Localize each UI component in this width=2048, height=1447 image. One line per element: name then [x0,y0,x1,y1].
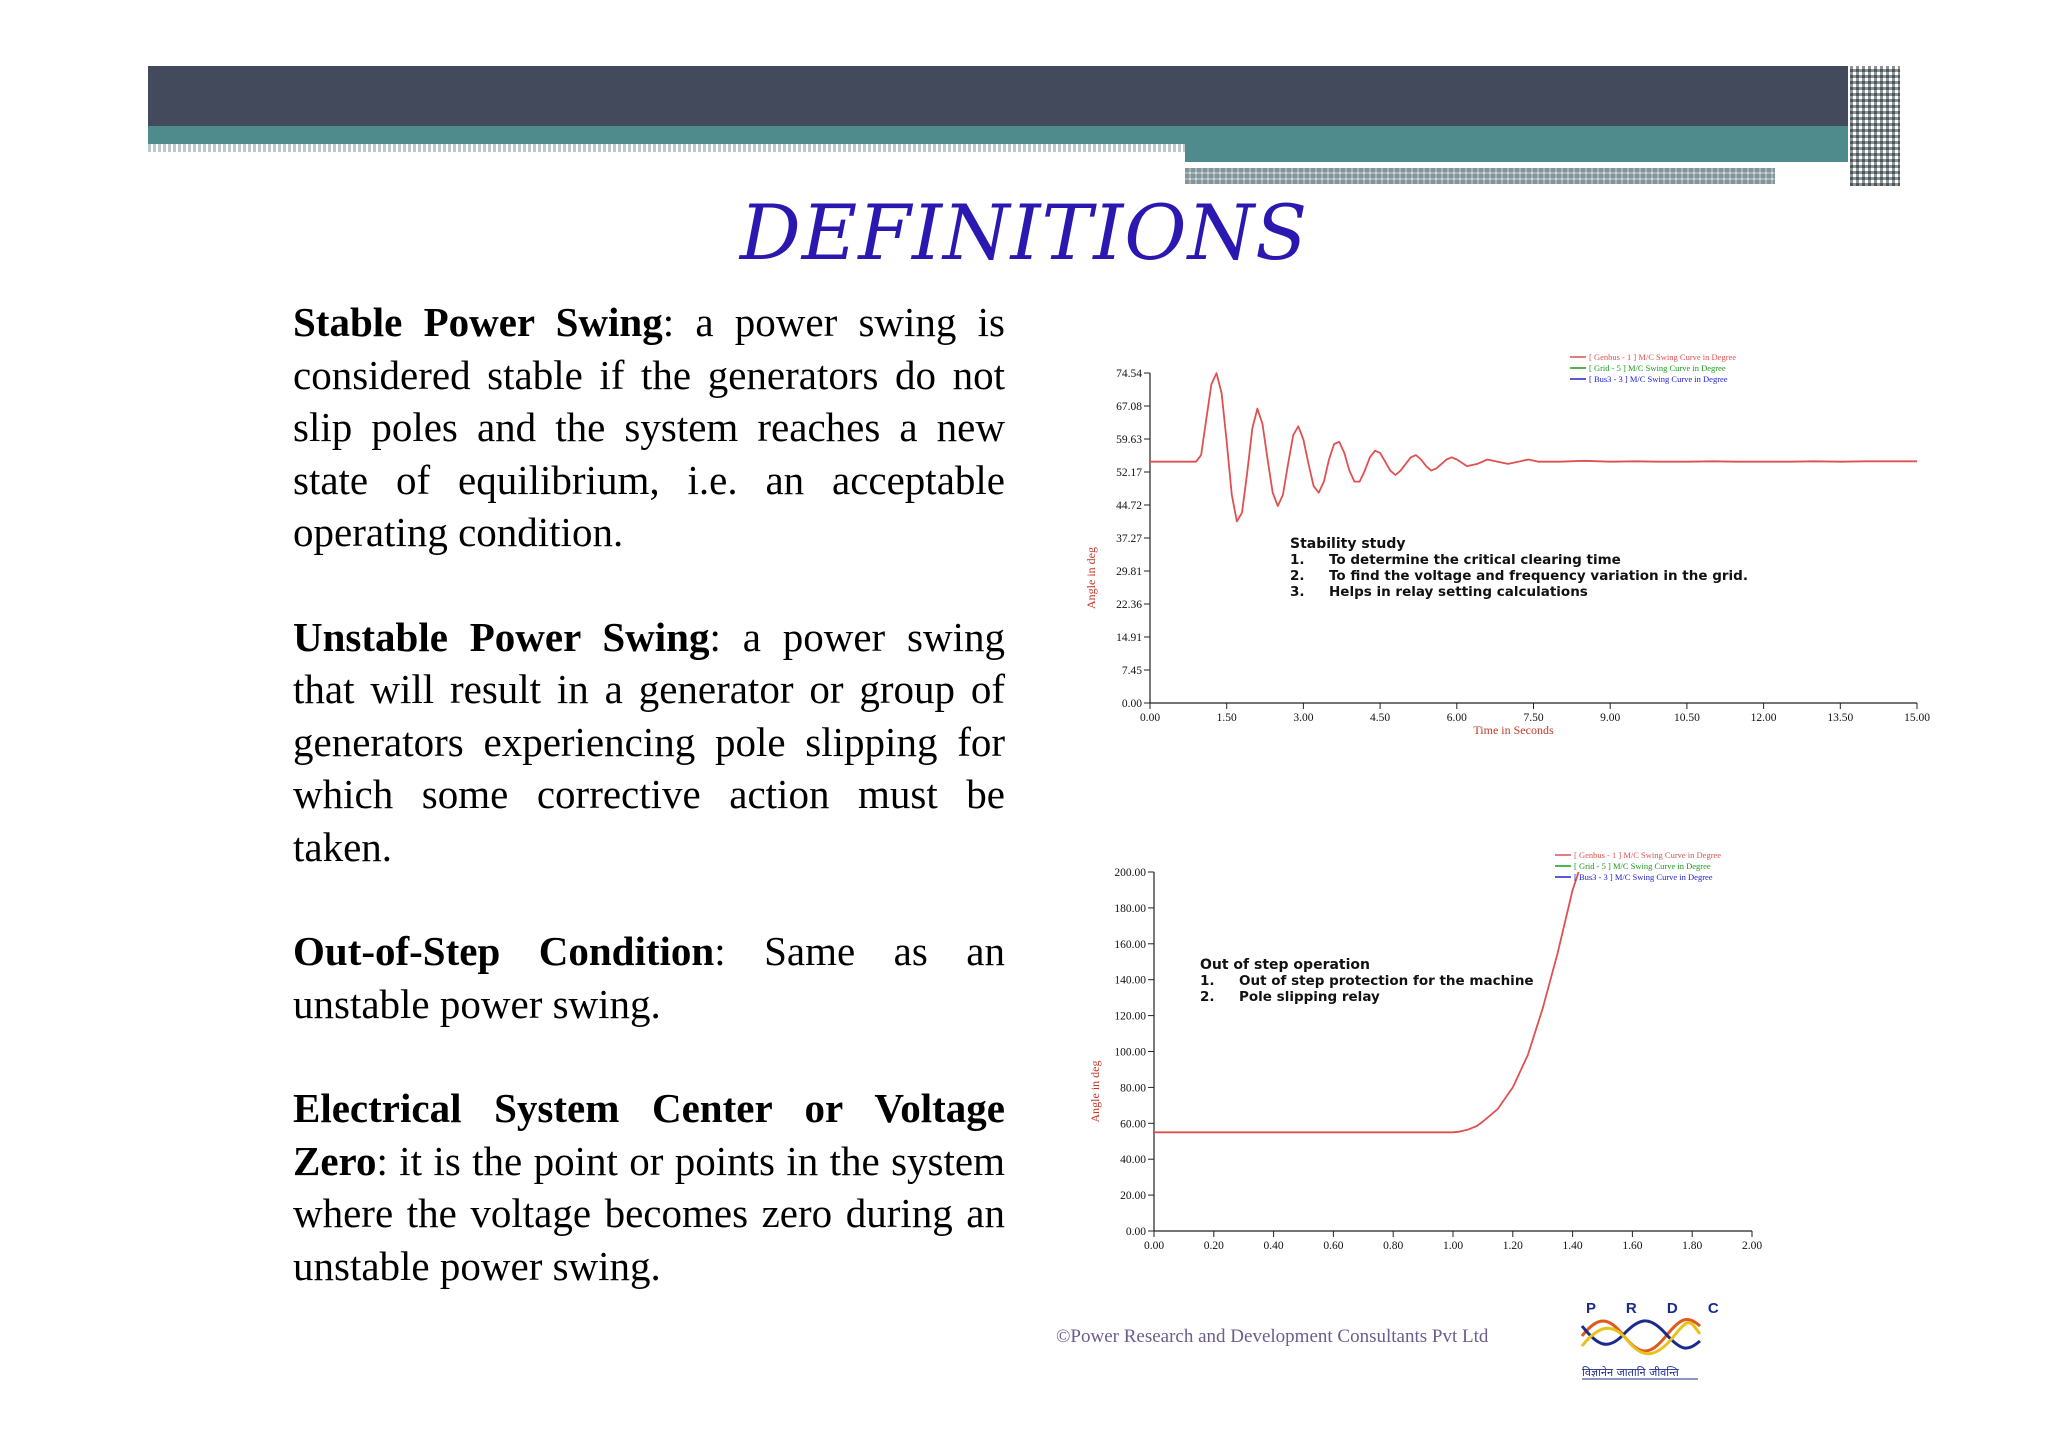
annotation-item: To determine the critical clearing time [1329,552,1621,568]
definition-text: : a power swing that will result in a generator or group of generators experiencing pole slipping for which some corrective action must be taken. [293,613,1005,870]
annotation-number: 3. [1290,584,1305,600]
annotation-heading: Stability study [1290,536,1406,552]
definition-text: : a power swing is considered stable if the generators do not slip poles and the system reaches a new state of equilibrium, i.e. an acceptable operating condition. [293,299,1005,555]
y-tick-label: 0.00 [1121,698,1142,710]
legend-label: [ Bus3 - 3 ] M/C Swing Curve in Degree [1574,872,1713,882]
annotation-number: 1. [1200,973,1215,989]
x-tick-label: 0.00 [1139,712,1161,724]
slide-title: DEFINITIONS [739,188,1309,277]
y-tick-label: 160.00 [1114,938,1146,951]
y-axis-label: Angle in deg [1084,547,1098,609]
definition-term: Unstable Power Swing [293,613,710,660]
annotation-item: Out of step protection for the machine [1239,973,1534,989]
x-tick-label: 9.00 [1600,712,1621,724]
x-tick-label: 10.50 [1673,712,1700,724]
logo-tagline: विज्ञानेन जातानि जीवन्ति [1582,1366,1679,1379]
x-tick-label: 6.00 [1446,712,1467,724]
x-tick-label: 1.40 [1562,1240,1583,1252]
legend-label: [ Bus3 - 3 ] M/C Swing Curve in Degree [1589,374,1728,384]
y-tick-label: 74.54 [1116,368,1142,380]
x-tick-label: 0.20 [1203,1240,1224,1252]
y-tick-label: 100.00 [1114,1046,1146,1059]
y-tick-label: 0.00 [1125,1226,1146,1238]
y-tick-label: 20.00 [1120,1190,1146,1203]
x-tick-label: 3.00 [1293,712,1314,724]
y-tick-label: 14.91 [1116,632,1142,644]
y-tick-label: 120.00 [1114,1010,1146,1023]
copyright-footer: ©Power Research and Development Consultants Pvt Ltd [1056,1326,1489,1347]
x-tick-label: 13.50 [1827,712,1854,724]
annotation-number: 1. [1290,552,1305,568]
x-tick-label: 0.80 [1383,1240,1404,1252]
legend-label: [ Grid - 5 ] M/C Swing Curve in Degree [1589,363,1726,373]
definition-term: Out-of-Step Condition [293,928,715,974]
y-axis-label: Angle in deg [1088,1060,1102,1123]
definition-text: : Same as an unstable power swing. [293,928,1005,1027]
annotation-number: 2. [1290,568,1305,584]
x-tick-label: 1.60 [1622,1240,1643,1252]
definition-text: : it is the point or points in the system where the voltage becomes zero during an unstable power swing. [293,1137,1005,1289]
y-tick-label: 200.00 [1114,867,1146,879]
y-tick-label: 140.00 [1114,974,1146,987]
prdc-logo [1578,1296,1732,1386]
logo-letters: P R D C [1586,1300,1732,1317]
y-tick-label: 52.17 [1116,467,1142,479]
annotation-heading: Out of step operation [1200,957,1370,973]
y-tick-label: 180.00 [1114,902,1146,915]
x-tick-label: 4.50 [1370,712,1391,724]
y-tick-label: 80.00 [1120,1082,1146,1095]
x-tick-label: 1.80 [1682,1240,1703,1252]
legend-label: [ Grid - 5 ] M/C Swing Curve in Degree [1574,861,1711,871]
x-tick-label: 15.00 [1904,712,1930,724]
y-tick-label: 59.63 [1116,434,1142,446]
y-tick-label: 44.72 [1116,500,1142,512]
annotation-number: 2. [1200,989,1215,1005]
x-tick-label: 0.60 [1323,1240,1344,1252]
x-tick-label: 12.00 [1750,712,1777,724]
annotation-item: Helps in relay setting calculations [1329,584,1588,600]
definition-term: Stable Power Swing [293,299,663,345]
x-tick-label: 1.00 [1442,1240,1464,1252]
y-tick-label: 29.81 [1116,566,1142,578]
legend-label: [ Genbus - 1 ] M/C Swing Curve in Degree [1589,352,1737,362]
y-tick-label: 37.27 [1116,533,1142,545]
y-tick-label: 22.36 [1116,599,1142,611]
series-line [1150,373,1917,521]
y-tick-label: 60.00 [1120,1118,1146,1131]
x-tick-label: 1.20 [1502,1240,1523,1252]
annotation-item: To find the voltage and frequency variation in the grid. [1329,568,1748,584]
legend-label: [ Genbus - 1 ] M/C Swing Curve in Degree [1574,850,1722,860]
x-tick-label: 2.00 [1741,1240,1763,1252]
definition-term: Electrical System Center or Voltage Zero [293,1085,1005,1184]
y-tick-label: 40.00 [1120,1154,1146,1167]
y-tick-label: 7.45 [1121,665,1142,677]
x-axis-label: Time in Seconds [1473,723,1554,737]
x-tick-label: 0.00 [1143,1240,1165,1252]
x-tick-label: 1.50 [1216,712,1237,724]
x-tick-label: 7.50 [1523,712,1544,724]
x-tick-label: 0.40 [1263,1240,1284,1252]
annotation-item: Pole slipping relay [1239,989,1380,1005]
y-tick-label: 67.08 [1116,401,1142,413]
